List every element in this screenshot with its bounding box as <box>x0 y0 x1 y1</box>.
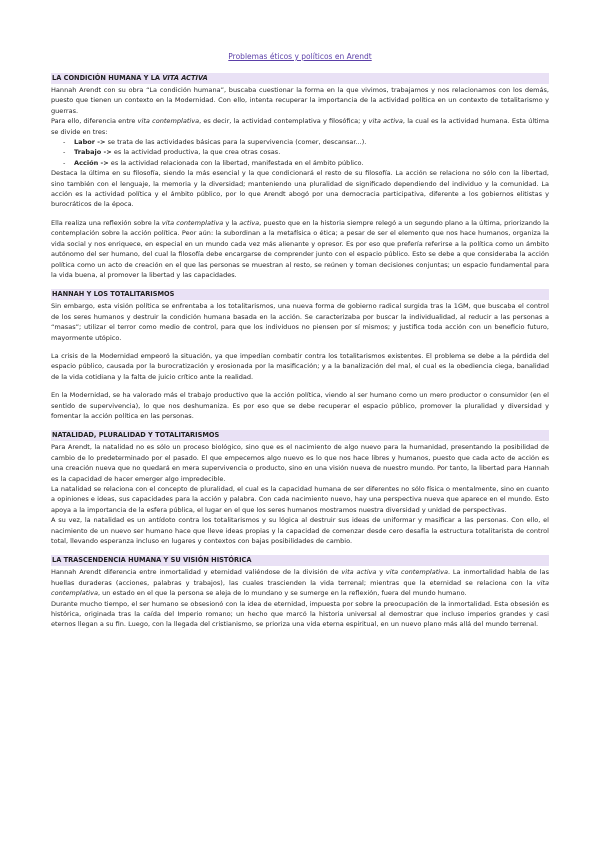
text-run: Para ello, diferencia entre <box>51 117 138 126</box>
list-text: es la actividad productiva, la que crea otras cosas. <box>111 148 281 157</box>
section-heading: LA TRASCENDENCIA HUMANA Y SU VISIÓN HISTÓRICA <box>51 555 549 566</box>
text-run: . La inmortalidad habla de las huellas duraderas (acciones, palabras y trabajos), las cuales trascienden la vida terrenal; mientras que la eternidad se relaciona con la <box>51 568 549 587</box>
italic-term: vita activa <box>368 117 403 126</box>
list-term: Labor -> <box>74 138 106 147</box>
italic-term: vita contemplativa <box>137 117 200 126</box>
italic-term: vita contemplativa <box>161 218 224 227</box>
paragraph <box>51 567 549 598</box>
paragraph: A su vez, la natalidad es un antídoto contra los totalitarismos y su lógica al destruir sus ideas de uniformar y masificar a las personas. Con ello, el nacimiento de un nuevo ser humano hace que lleve ideas propias y la capacidad de comenzar desde cero desafía la estructura totalitarista de control total, llevando esperanza incluso en lugares y contextos con bajas posibilidades de cambio. <box>51 516 549 546</box>
italic-term: vita contemplativa <box>385 568 448 577</box>
paragraph: Sin embargo, esta visión política se enfrentaba a los totalitarismos, una nueva forma de gobierno radical surgida tras la 1GM, que buscaba el control de los seres humanos y destruir la condición humana basada en la acción. Se caracterizaba por buscar la individualidad, al reducir a las personas a “masas”; utilizar el terror como medio de control, para que los individuos no piensen por sí mismos; y justifica toda acción con un beneficio futuro, mayormente utópico. <box>51 302 549 342</box>
paragraph: La crisis de la Modernidad empeoró la situación, ya que impedían combatir contra los totalitarismos existentes. El problema se debe a la pérdida del espacio público, causada por la burocratización y erosionada por la masificación; y a la banalización del mal, el cual es la obediencia ciega, banalidad de la vida cotidiana y la falta de juicio crítico ante la realidad. <box>51 351 549 381</box>
list-item <box>63 147 549 157</box>
italic-term: activa <box>239 218 260 227</box>
text-run: , puesto que en la historia siempre relegó a un segundo plano a la última, priorizando la contemplación sobre la acción política. Peor aún: la subordinan a la metafísica o ética; a pesar de ser el elemento que nos hace humanos, organiza la vida social y nos enriquece, en especial en un mundo cada vez más alienante y opresor. Es por eso que prefería referirse a la política como un ámbito autónomo del ser humano, del cual la filosofía debe encargarse de comprender junto con el espacio público. Esto se debe a que consideraba la acción política como un acto de creación en el que las personas se muestran al resto, se reúnen y toman decisiones conjuntas; un espacio fundamental para la vida buena, al promover la libertad y las capacidades. <box>51 218 549 279</box>
section-totalitarismos <box>51 289 549 421</box>
paragraph: En la Modernidad, se ha valorado más el trabajo productivo que la acción política, viendo al ser humano como un mero productor o consumidor (en el sentido de supervivencia), lo que nos deshumaniza. Es por eso que se debe recuperar el espacio público, promover la pluralidad y diversidad y fomentar la acción política en las personas. <box>51 391 549 420</box>
document-title[interactable]: Problemas éticos y políticos en Arendt <box>228 52 372 61</box>
section-natalidad <box>51 430 549 546</box>
paragraph: Para Arendt, la natalidad no es sólo un proceso biológico, sino que es el nacimiento de algo nuevo para la humanidad, presentando la posibilidad de cambio de lo predeterminado por el pasado. El que empecemos algo nuevo es lo que nos hace libres y humanos, puesto que cada acto de acción es una creación nueva que no quedará en mera supervivencia o producto, sino en una visión nueva de nuestro mundo. Por tanto, la libertad para Hannah es la capacidad de hacer emerger algo impredecible. <box>51 443 549 483</box>
text-run: , un estado en el que la persona se aleja de lo mundano y se sumerge en la reflexión, fuera del mundo humano. <box>98 589 467 598</box>
text-run: , es decir, la actividad contemplativa y filosófica; y <box>199 117 369 126</box>
text-run: Hannah Arendt diferencia entre inmortalidad y eternidad valiéndose de la división de <box>51 568 342 577</box>
list-text: se trata de las actividades básicas para la supervivencia (comer, descansar...). <box>105 138 367 147</box>
text-run: y la <box>223 218 240 227</box>
list-text: es la actividad relacionada con la libertad, manifestada en el ámbito público. <box>108 158 364 167</box>
italic-term: vita activa <box>341 568 377 577</box>
section-heading: HANNAH Y LOS TOTALITARISMOS <box>51 289 549 300</box>
paragraph: La natalidad se relaciona con el concepto de pluralidad, el cual es la capacidad humana de ser diferentes no sólo física o mentalmente, sino en cuanto a opiniones e ideas, sus capacidades para la acción y palabra. Con cada nacimiento nuevo, hay una perspectiva nueva que aparece en el mundo. Esto apoya a la importancia de la esfera pública, el lugar en el que los seres humanos mostramos nuestra diversidad y unidad de perspectivas. <box>51 485 549 514</box>
paragraph <box>51 218 549 280</box>
paragraph: Destaca la última en su filosofía, siendo la más esencial y la que condicionará el resto de su filosofía. La acción se relaciona no sólo con la libertad, sino también con el lenguaje, la memoria y la diversidad; manteniendo una pluralidad de significado dependiendo del individuo y la comunidad. La acción es la actividad política y el ámbito público, por lo que Arendt abogó por una democracia participativa, diferente a los gobiernos elitistas y burocráticos de la época. <box>51 169 549 209</box>
paragraph <box>51 116 549 137</box>
text-run: , la cual es la actividad humana. Esta última se divide en tres: <box>51 117 549 136</box>
activity-list <box>51 137 549 168</box>
section-heading: NATALIDAD, PLURALIDAD Y TOTALITARISMOS <box>51 430 549 441</box>
paragraph: Hannah Arendt con su obra “La condición humana”, buscaba cuestionar la forma en la que vivimos, trabajamos y nos relacionamos con los demás, puesto que tienen un contexto en la Modernidad. Con ello, intenta recuperar la importancia de la actividad política en un contexto de totalitarismo y guerras. <box>51 86 549 115</box>
section-heading <box>51 73 549 84</box>
text-run: y <box>376 568 386 577</box>
section-trascendencia <box>51 555 549 629</box>
list-term: Acción -> <box>74 158 109 167</box>
list-item <box>63 158 549 168</box>
text-run: Ella realiza una reflexión sobre la <box>51 218 162 227</box>
section-condicion-humana <box>51 73 549 280</box>
paragraph: Durante mucho tiempo, el ser humano se obsesionó con la idea de eternidad, impuesta por sobre la preocupación de la inmortalidad. Esta obsesión es histórica, originada tras la caída del Imperio romano; un hecho que marcó la historia universal al demostrar que incluso imperios grandes y casi eternos llegan a su fin. Luego, con la llegada del cristianismo, se prioriza una vida eterna espiritual, en un nuevo plano más allá del mundo terrenal. <box>51 599 549 629</box>
heading-text: LA CONDICIÓN HUMANA Y LA <box>52 74 163 82</box>
list-item <box>63 137 549 147</box>
heading-italic-text: VITA ACTIVA <box>162 74 208 82</box>
list-term: Trabajo -> <box>74 148 112 157</box>
italic-term: vita contemplativa <box>51 578 549 598</box>
